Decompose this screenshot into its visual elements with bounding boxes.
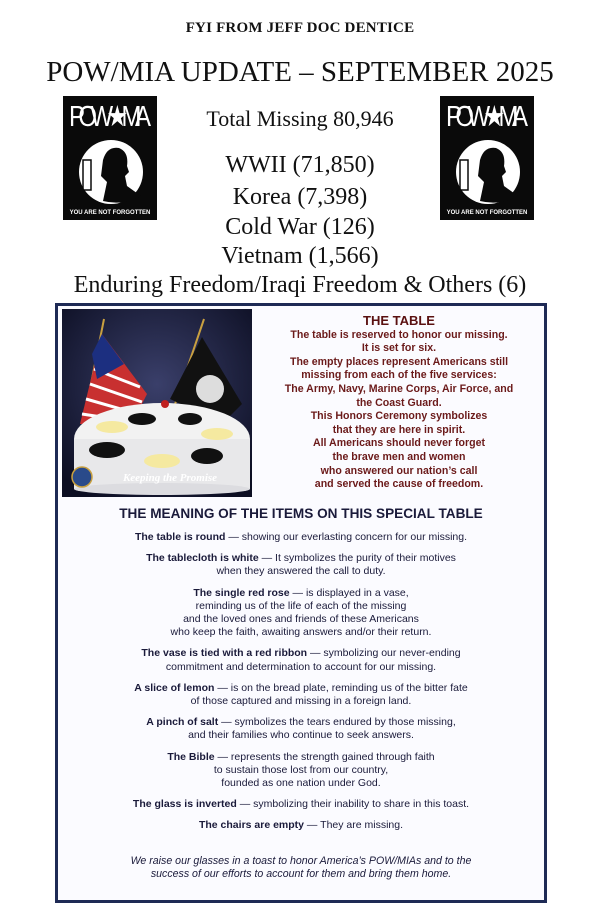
table-ceremony-panel [55,303,547,903]
meaning-item-lead: A slice of lemon [134,681,215,694]
meaning-section [58,506,544,881]
the-table-line: who answered our nation’s call [320,464,478,477]
meaning-item-text: — They are missing. [304,819,404,832]
the-table-line: All Americans should never forget [312,437,486,450]
meaning-item-text: — symbolizes the tears endured by those missing, and their families who continue to seek answers. [188,716,456,742]
svg-text:POW★MIA: POW★MIA [69,99,151,133]
meaning-item [58,531,544,544]
svg-text:POW★MIA: POW★MIA [446,99,528,133]
conflict-korea: Korea (7,398) [232,184,368,210]
meaning-item [58,587,544,640]
meaning-item-lead: A pinch of salt [146,716,219,729]
meaning-item-lead: The chairs are empty [198,819,305,832]
meaning-item-text: — symbolizing our never-ending commitment and determination to account for our missing. [165,647,461,673]
the-table-line: the Coast Guard. [356,396,442,409]
the-table-line: the brave men and women [332,450,466,463]
the-table-line: and served the cause of freedom. [314,478,484,491]
photo-caption: Keeping the Promise [122,472,218,484]
conflict-vietnam: Vietnam (1,566) [221,243,379,269]
meaning-item [58,552,544,578]
total-missing: Total Missing 80,946 [206,106,394,131]
meaning-item [58,647,544,673]
meaning-item-text: — showing our everlasting concern for our missing. [225,531,468,543]
the-table-line: The Army, Navy, Marine Corps, Air Force, and [284,382,514,395]
svg-text:YOU ARE NOT FORGOTTEN: YOU ARE NOT FORGOTTEN [446,210,528,216]
conflict-cold-war: Cold War (126) [225,214,375,240]
the-table-line: It is set for six. [361,342,437,355]
meaning-item-lead: The single red rose [193,586,290,599]
meaning-item-lead: The tablecloth is white [146,552,259,565]
meaning-item [58,682,544,708]
the-table-line: The empty places represent Americans still [289,355,509,368]
sender-line: FYI FROM JEFF DOC DENTICE [185,20,415,36]
meaning-item-text: — represents the strength gained through faith to sustain those lost from our country, founded as one nation under God. [213,750,435,790]
the-table-line: that they are here in spirit. [332,423,466,436]
meaning-item-lead: The vase is tied with a red ribbon [141,647,308,660]
logo-motto: YOU ARE NOT FORGOTTEN [69,210,151,216]
the-table-line: missing from each of the five services: [301,369,497,382]
the-table-line: The table is reserved to honor our missing. [290,328,508,341]
meaning-item-lead: The table is round [134,531,226,543]
the-table-line: This Honors Ceremony symbolizes [310,410,488,423]
meaning-item [58,751,544,791]
meaning-heading: THE MEANING OF THE ITEMS ON THIS SPECIAL TABLE [119,506,483,521]
conflict-enduring-freedom: Enduring Freedom/Iraqi Freedom & Others (6) [73,272,527,298]
meaning-item-lead: The Bible [167,750,215,763]
the-table-text [256,314,542,492]
meaning-item-text: — is displayed in a vase, reminding us of the life of each of the missing and the loved ones and friends of these Americans who keep the faith, awaiting answers and/or their return. [170,586,432,639]
the-table-heading: THE TABLE [363,313,435,328]
meaning-item-text: — symbolizing their inability to share in this toast. [236,798,470,811]
meaning-item-text: — is on the bread plate, reminding us of the bitter fate of those captured and missing in a foreign land. [190,681,468,708]
meaning-item [58,798,544,811]
meaning-item [58,819,544,832]
meaning-item-text: — It symbolizes the purity of their motives when they answered the call to duty. [216,552,456,578]
missing-man-table-photo [62,309,252,497]
conflict-wwii: WWII (71,850) [225,152,375,178]
page-title: POW/MIA UPDATE – SEPTEMBER 2025 [46,56,554,88]
meaning-item [58,716,544,742]
closing-toast: We raise our glasses in a toast to honor America’s POW/MIAs and to the success of our efforts to account for them and bring them home. [130,854,472,881]
meaning-item-lead: The glass is inverted [132,798,237,811]
